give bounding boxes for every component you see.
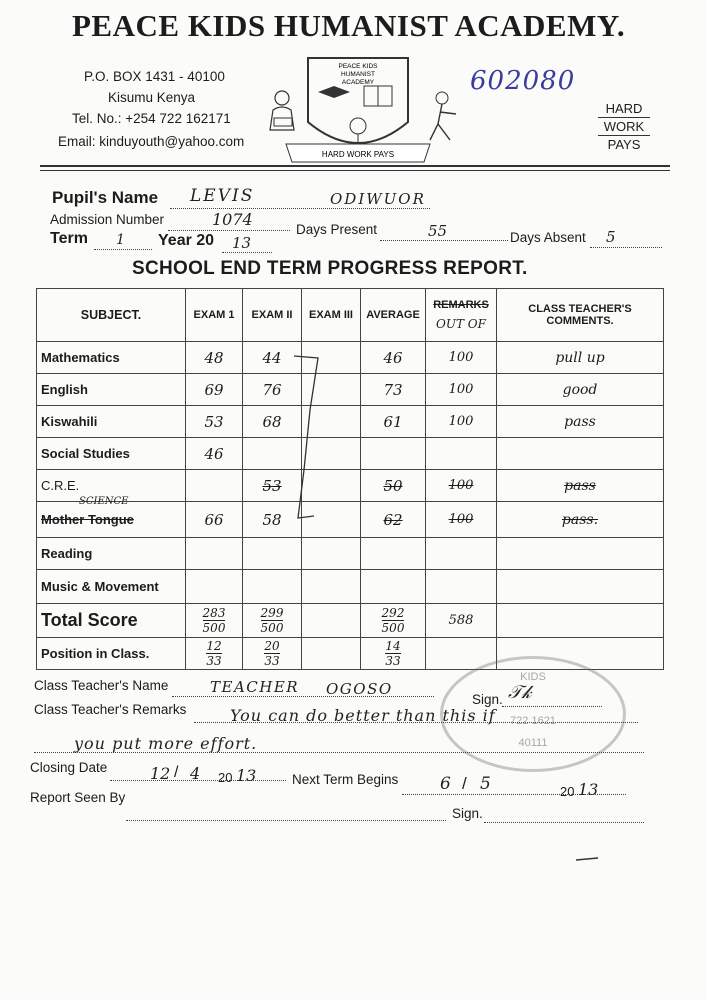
stamp-text-1: KIDS — [520, 671, 546, 683]
position-average-rank: 14 — [385, 638, 401, 653]
pupil-name-label: Pupil's Name — [52, 188, 159, 207]
year-value: 13 — [232, 234, 252, 252]
teacher-signature: 𝒯𝓀 — [508, 682, 532, 703]
position-exam2-cell — [243, 638, 302, 670]
exam3-bracket-mark — [290, 350, 330, 530]
teacher-name-label: Class Teacher's Name — [34, 678, 169, 693]
graduation-cap-icon — [318, 86, 350, 98]
table-row — [37, 406, 664, 438]
table-row — [37, 374, 664, 406]
closing-day: 12 — [150, 764, 171, 783]
exam1-cell: 46 — [186, 438, 243, 470]
closing-year: 13 — [236, 766, 257, 785]
closing-year-prefix: 20 — [218, 770, 233, 785]
total-average-out-of: 500 — [381, 620, 405, 635]
exam2-cell: 76 — [243, 374, 302, 406]
exam1-cell: 69 — [186, 374, 243, 406]
total-exam2-cell — [243, 604, 302, 638]
closing-date-label: Closing Date — [30, 760, 108, 775]
subject-cell — [37, 496, 186, 538]
header-subject: SUBJECT. — [37, 289, 186, 342]
total-comment-cell — [497, 604, 664, 638]
out-of-cell — [426, 438, 497, 470]
subject-cell: Reading — [37, 538, 186, 570]
motto-word-3: PAYS — [607, 137, 641, 152]
total-exam2-score: 299 — [260, 605, 284, 620]
table-header-row — [37, 289, 664, 342]
header-out-of: OUT OF — [436, 317, 486, 331]
year-label: Year 20 — [158, 232, 215, 249]
average-cell: 46 — [361, 342, 426, 374]
subject-cell: C.R.E. — [37, 470, 186, 502]
header-remarks — [426, 289, 497, 342]
subject-cell: Mathematics — [37, 342, 186, 374]
average-cell: 73 — [361, 374, 426, 406]
table-row — [37, 538, 664, 570]
next-term-month: 5 — [480, 774, 491, 794]
total-exam3-cell — [302, 604, 361, 638]
motto-word-1: HARD — [598, 100, 650, 118]
closing-month: 4 — [190, 764, 201, 783]
days-present-value: 55 — [428, 222, 448, 240]
total-score-row — [37, 604, 664, 638]
next-term-year-prefix: 20 — [560, 784, 575, 799]
comment-cell: pass — [497, 406, 664, 438]
stamp-text-3: 40111 — [518, 737, 548, 749]
exam1-cell — [186, 470, 243, 502]
header-divider-2 — [40, 170, 670, 171]
teacher-name-value: TEACHER — [210, 678, 300, 696]
average-cell: 50 — [361, 470, 426, 502]
total-exam2-out-of: 500 — [260, 620, 284, 635]
subject-name: Mother Tongue — [41, 512, 134, 527]
exam2-cell — [243, 570, 302, 604]
exam2-cell: 68 — [243, 406, 302, 438]
location: Kisumu Kenya — [108, 90, 196, 105]
exam2-cell — [243, 538, 302, 570]
sign-label-2: Sign. — [452, 806, 483, 821]
report-seen-by-label: Report Seen By — [30, 790, 126, 805]
days-present-label: Days Present — [296, 222, 378, 237]
position-exam1-rank: 12 — [206, 638, 222, 653]
position-exam2-class-size: 33 — [264, 653, 280, 668]
exam1-cell — [186, 570, 243, 604]
subject-cell: Social Studies — [37, 438, 186, 470]
next-term-label: Next Term Begins — [292, 772, 399, 787]
out-of-cell — [426, 538, 497, 570]
term-value: 1 — [116, 232, 125, 248]
out-of-cell — [426, 570, 497, 604]
teacher-name-value-2: OGOSO — [326, 680, 393, 698]
grades-table — [36, 288, 664, 670]
exam2-cell: 58 — [243, 502, 302, 538]
comment-cell: pull up — [497, 342, 664, 374]
remarks-label: Class Teacher's Remarks — [34, 702, 187, 717]
term-label: Term — [50, 230, 88, 247]
telephone: Tel. No.: +254 722 162171 — [72, 111, 231, 126]
exam2-cell: 53 — [243, 470, 302, 502]
days-absent-value: 5 — [606, 228, 616, 246]
average-cell — [361, 570, 426, 604]
position-label: Position in Class. — [37, 638, 186, 670]
school-crest-logo — [268, 52, 468, 172]
stamp-text-2: 722 1621 — [510, 715, 556, 727]
admission-label: Admission Number — [50, 212, 165, 227]
average-cell — [361, 538, 426, 570]
average-cell: 62 — [361, 502, 426, 538]
admission-value: 1074 — [212, 210, 253, 229]
subject-cell: English — [37, 374, 186, 406]
subject-correction-note: SCIENCE — [79, 496, 129, 507]
total-exam1-cell — [186, 604, 243, 638]
total-exam1-out-of: 500 — [202, 620, 226, 635]
total-remark-cell: 588 — [426, 604, 497, 638]
school-name: PEACE KIDS HUMANIST ACADEMY. — [72, 8, 626, 43]
subject-cell: Music & Movement — [37, 570, 186, 604]
header-divider — [40, 165, 670, 167]
exam1-cell: 48 — [186, 342, 243, 374]
table-row — [37, 438, 664, 470]
total-score-label: Total Score — [37, 604, 186, 638]
running-child-icon — [430, 92, 456, 140]
table-row — [37, 342, 664, 374]
po-box: P.O. BOX 1431 - 40100 — [84, 69, 225, 84]
exam3-cell — [302, 538, 361, 570]
remarks-line-1: You can do better than this if — [230, 706, 496, 725]
header-exam1: EXAM 1 — [186, 289, 243, 342]
crest-text-2: HUMANIST — [341, 71, 375, 78]
comment-cell: pass. — [497, 502, 664, 538]
exam1-cell: 53 — [186, 406, 243, 438]
comment-cell — [497, 438, 664, 470]
position-average-cell — [361, 638, 426, 670]
serial-number: 602080 — [470, 66, 576, 96]
exam2-cell: 44 — [243, 342, 302, 374]
header-exam2: EXAM II — [243, 289, 302, 342]
out-of-cell: 100 — [426, 342, 497, 374]
report-title: SCHOOL END TERM PROGRESS REPORT. — [132, 258, 528, 279]
next-term-separator: / — [462, 774, 467, 793]
position-exam1-cell — [186, 638, 243, 670]
table-row — [37, 570, 664, 604]
out-of-cell: 100 — [426, 470, 497, 502]
closing-date-separator: / — [174, 764, 179, 781]
email: Email: kinduyouth@yahoo.com — [58, 134, 245, 149]
header-comments: CLASS TEACHER'S COMMENTS. — [497, 289, 664, 342]
position-average-class-size: 33 — [385, 653, 401, 668]
total-average-cell — [361, 604, 426, 638]
remarks-line-2: you put more effort. — [74, 734, 258, 753]
crest-text-1: PEACE KIDS — [338, 63, 378, 70]
next-term-day: 6 — [440, 774, 451, 794]
exam1-cell: 66 — [186, 502, 243, 538]
comment-cell — [497, 538, 664, 570]
comment-cell: good — [497, 374, 664, 406]
exam1-cell — [186, 538, 243, 570]
header-remarks-text: REMARKS — [433, 299, 489, 311]
pupil-last-name: ODIWUOR — [330, 190, 426, 208]
average-cell — [361, 438, 426, 470]
crest-text-3: ACADEMY — [341, 79, 375, 86]
days-absent-label: Days Absent — [510, 230, 586, 245]
crest-banner: HARD WORK PAYS — [321, 150, 395, 159]
stray-pen-mark — [574, 854, 600, 864]
out-of-cell: 100 — [426, 406, 497, 438]
comment-cell — [497, 570, 664, 604]
motto-word-2: WORK — [598, 118, 650, 136]
tree-icon — [350, 118, 366, 134]
header-exam3: EXAM III — [302, 289, 361, 342]
average-cell: 61 — [361, 406, 426, 438]
position-exam3-cell — [302, 638, 361, 670]
comment-cell: pass — [497, 470, 664, 502]
out-of-cell: 100 — [426, 374, 497, 406]
table-row — [37, 470, 664, 502]
pupil-first-name: LEVIS — [190, 186, 255, 206]
position-exam2-rank: 20 — [264, 638, 280, 653]
table-row — [37, 502, 664, 538]
total-average-score: 292 — [381, 605, 405, 620]
out-of-cell: 100 — [426, 502, 497, 538]
motto — [598, 100, 650, 153]
subject-cell: Kiswahili — [37, 406, 186, 438]
reading-child-icon — [270, 91, 294, 130]
position-exam1-class-size: 33 — [206, 653, 222, 668]
sign-label: Sign. — [472, 692, 503, 707]
total-exam1-score: 283 — [202, 605, 226, 620]
next-term-year: 13 — [578, 780, 599, 799]
exam3-cell — [302, 570, 361, 604]
header-average: AVERAGE — [361, 289, 426, 342]
